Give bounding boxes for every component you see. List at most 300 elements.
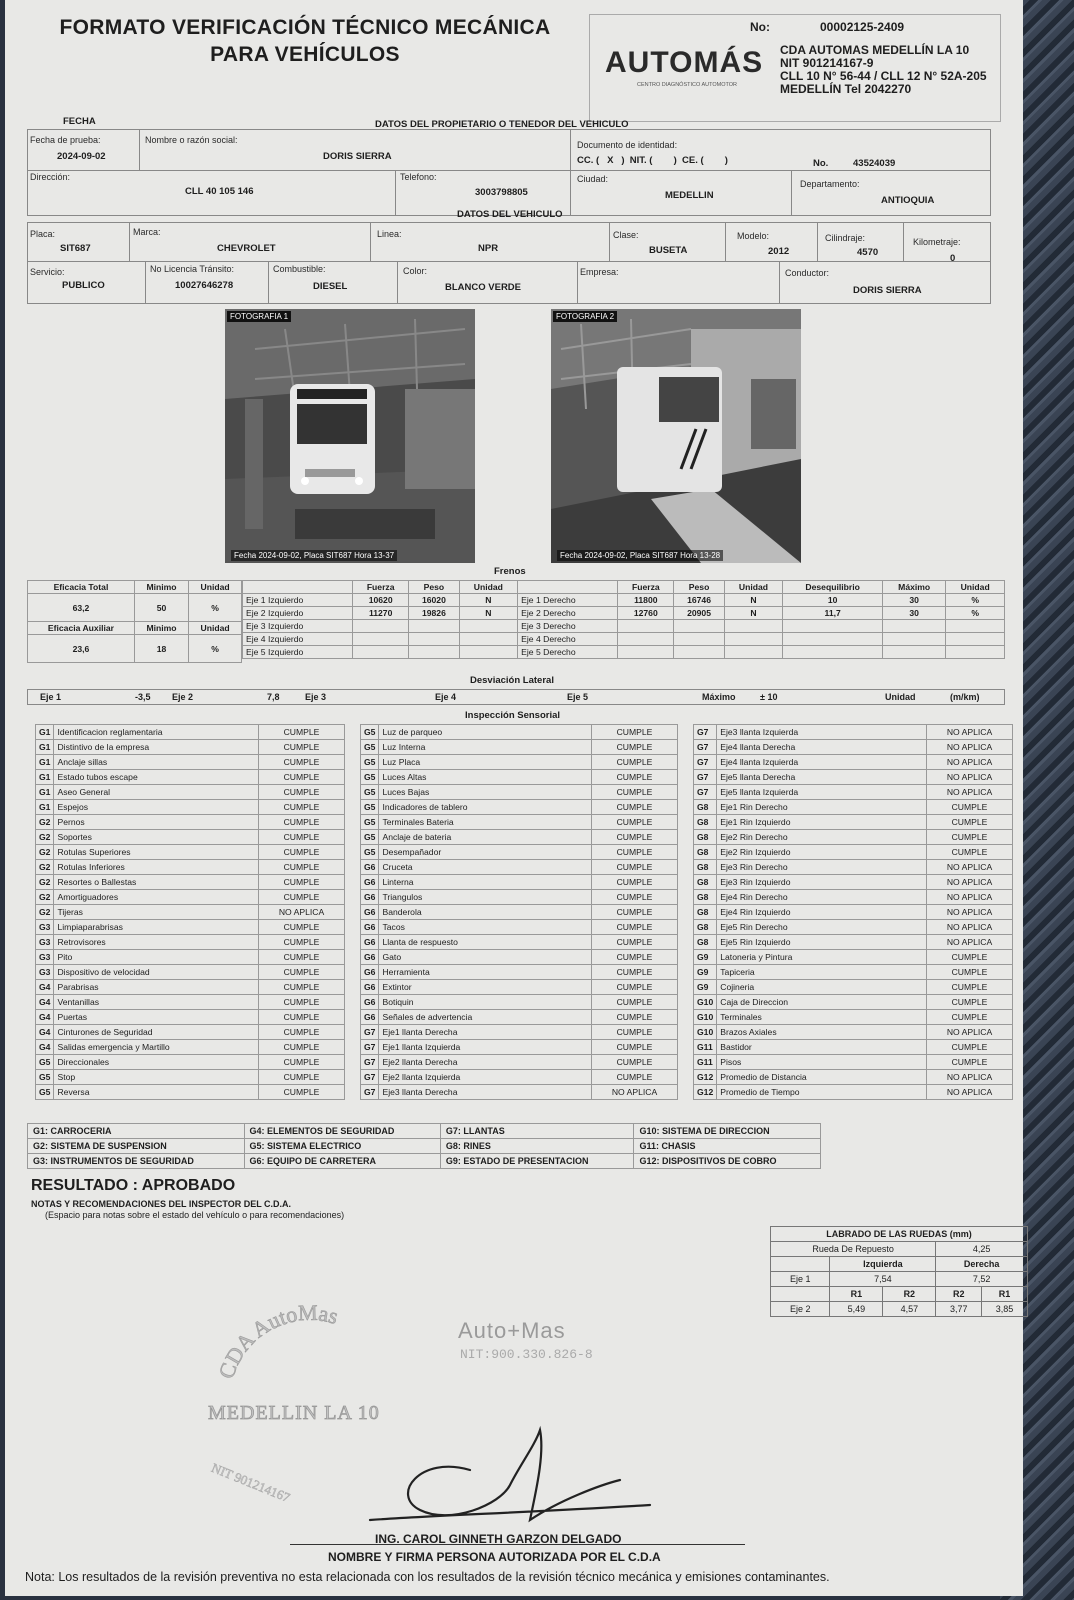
ciudad-value: MEDELLIN <box>665 190 714 201</box>
frenos-cell-izq: Eje 2 Izquierdo <box>243 607 353 620</box>
labrado-eje1-label: Eje 1 <box>771 1272 830 1287</box>
frenos-cell-pd: 16746 <box>674 594 724 607</box>
frenos-cell-u: % <box>946 594 1005 607</box>
vehicle-photo-front <box>225 309 475 563</box>
inspeccion-group: G7 <box>694 725 717 740</box>
frenos-cell-pi <box>409 633 459 646</box>
inspeccion-group: G2 <box>36 905 54 920</box>
inspeccion-label: Anclaje de bateria <box>379 830 592 845</box>
repuesto-label: Rueda De Repuesto <box>771 1242 936 1257</box>
conductor-label: Conductor: <box>785 268 830 278</box>
inspeccion-group: G8 <box>694 905 717 920</box>
inspeccion-result: NO APLICA <box>927 890 1013 905</box>
frenos-cell-fi: 11270 <box>353 607 409 620</box>
inspeccion-result: CUMPLE <box>927 845 1013 860</box>
inspeccion-result: CUMPLE <box>259 770 345 785</box>
inspeccion-item <box>694 905 1013 920</box>
inspeccion-result: CUMPLE <box>259 830 345 845</box>
inspeccion-result: CUMPLE <box>592 920 678 935</box>
peso-der-header: Peso <box>674 581 724 594</box>
ef-aux-min: 18 <box>134 635 188 663</box>
inspeccion-label: Direccionales <box>54 1055 259 1070</box>
round-stamp-text: CDA AutoMas <box>213 1300 341 1382</box>
inspeccion-col2 <box>360 724 678 1100</box>
frenos-cell-max: 30 <box>883 594 946 607</box>
servicio-label: Servicio: <box>30 267 65 277</box>
inspeccion-group: G9 <box>694 965 717 980</box>
inspeccion-result: CUMPLE <box>259 1010 345 1025</box>
desv-eje5-label: Eje 5 <box>567 692 589 702</box>
inspeccion-result: CUMPLE <box>259 950 345 965</box>
inspeccion-item <box>694 740 1013 755</box>
inspeccion-label: Reversa <box>54 1085 259 1100</box>
legend-item: G12: DISPOSITIVOS DE COBRO <box>634 1154 821 1169</box>
photo2-caption: Fecha 2024-09-02, Placa SIT687 Hora 13-28 <box>557 550 723 561</box>
frenos-cell-ui <box>459 633 518 646</box>
inspeccion-result: CUMPLE <box>927 965 1013 980</box>
inspeccion-result: NO APLICA <box>927 1025 1013 1040</box>
inspeccion-item <box>36 1070 345 1085</box>
notas-subtitle: (Espacio para notas sobre el estado del vehículo o para recomendaciones) <box>45 1210 345 1220</box>
inspeccion-group: G3 <box>36 965 54 980</box>
company-logo: AUTOMÁS <box>605 46 764 79</box>
inspeccion-group: G8 <box>694 920 717 935</box>
company-info <box>780 44 995 96</box>
inspeccion-title: Inspección Sensorial <box>465 710 561 721</box>
inspeccion-result: CUMPLE <box>259 860 345 875</box>
inspeccion-result: CUMPLE <box>592 935 678 950</box>
inspeccion-result: CUMPLE <box>927 815 1013 830</box>
inspeccion-group: G5 <box>361 815 379 830</box>
inspeccion-label: Pernos <box>54 815 259 830</box>
inspeccion-result: CUMPLE <box>592 995 678 1010</box>
inspeccion-group: G5 <box>36 1055 54 1070</box>
frenos-cell-pd: 20905 <box>674 607 724 620</box>
inspeccion-group: G10 <box>694 1010 717 1025</box>
inspeccion-group: G7 <box>361 1070 379 1085</box>
vehicle-photo-rear <box>551 309 801 563</box>
desv-eje4-label: Eje 4 <box>435 692 457 702</box>
inspeccion-result: NO APLICA <box>927 770 1013 785</box>
frenos-cell-max <box>883 646 946 659</box>
inspeccion-label: Eje4 llanta Derecha <box>717 740 927 755</box>
svg-text:CDA AutoMas <box>213 1300 341 1382</box>
frenos-cell-ud <box>724 646 783 659</box>
frenos-cell-pi <box>409 646 459 659</box>
inspeccion-result: CUMPLE <box>592 1055 678 1070</box>
inspeccion-result: CUMPLE <box>592 1025 678 1040</box>
inspeccion-result: NO APLICA <box>927 785 1013 800</box>
marca-value: CHEVROLET <box>217 243 276 254</box>
cilindraje-label: Cilindraje: <box>825 233 866 243</box>
inspeccion-label: Eje1 Rin Derecho <box>717 800 927 815</box>
inspeccion-label: Cojineria <box>717 980 927 995</box>
inspeccion-item <box>36 815 345 830</box>
derecha-header: Derecha <box>936 1257 1028 1272</box>
inspeccion-group: G6 <box>361 920 379 935</box>
inspeccion-result: NO APLICA <box>927 935 1013 950</box>
inspeccion-group: G7 <box>694 740 717 755</box>
legend-row <box>28 1154 821 1169</box>
inspeccion-label: Indicadores de tablero <box>379 800 592 815</box>
inspeccion-item <box>361 1055 678 1070</box>
inspeccion-group: G8 <box>694 890 717 905</box>
color-label: Color: <box>403 266 428 276</box>
eficacia-table <box>27 580 242 663</box>
inspeccion-col1 <box>35 724 345 1100</box>
inspeccion-item <box>694 995 1013 1010</box>
inspeccion-item <box>694 1055 1013 1070</box>
inspeccion-result: CUMPLE <box>259 785 345 800</box>
inspeccion-label: Eje3 llanta Izquierda <box>717 725 927 740</box>
inspeccion-result: CUMPLE <box>592 755 678 770</box>
inspeccion-item <box>361 740 678 755</box>
desv-maximo-value: ± 10 <box>760 692 778 702</box>
inspeccion-label: Eje1 llanta Derecha <box>379 1025 592 1040</box>
inspeccion-label: Soportes <box>54 830 259 845</box>
legend-item: G3: INSTRUMENTOS DE SEGURIDAD <box>28 1154 245 1169</box>
frenos-row <box>243 594 1005 607</box>
vehicle-section-title: DATOS DEL VEHICULO <box>457 209 563 220</box>
frenos-cell-u <box>946 620 1005 633</box>
inspeccion-group: G7 <box>361 1055 379 1070</box>
inspeccion-label: Identificacion reglamentaria <box>54 725 259 740</box>
labrado-eje2-v1: 5,49 <box>830 1302 883 1317</box>
inspeccion-label: Tijeras <box>54 905 259 920</box>
legend-item: G6: EQUIPO DE CARRETERA <box>244 1154 440 1169</box>
inspeccion-group: G1 <box>36 725 54 740</box>
frenos-cell-der: Eje 1 Derecho <box>518 594 618 607</box>
form-title-line2: PARA VEHÍCULOS <box>210 43 400 66</box>
inspeccion-group: G5 <box>361 845 379 860</box>
inspeccion-group: G5 <box>361 830 379 845</box>
frenos-cell-pd <box>674 633 724 646</box>
frenos-cell-u <box>946 646 1005 659</box>
inspeccion-item <box>361 950 678 965</box>
inspeccion-group: G5 <box>361 800 379 815</box>
inspeccion-item <box>361 1040 678 1055</box>
unidad-header: Unidad <box>946 581 1005 594</box>
owner-section-title: DATOS DEL PROPIETARIO O TENEDOR DEL VEHICULO <box>375 119 629 130</box>
inspeccion-group: G1 <box>36 785 54 800</box>
inspeccion-label: Eje5 Rin Derecho <box>717 920 927 935</box>
inspeccion-group: G7 <box>361 1040 379 1055</box>
kilometraje-label: Kilometraje: <box>913 237 961 247</box>
inspeccion-group: G4 <box>36 1040 54 1055</box>
licencia-value: 10027646278 <box>175 280 234 291</box>
inspeccion-label: Resortes o Ballestas <box>54 875 259 890</box>
inspeccion-group: G10 <box>694 1025 717 1040</box>
frenos-cell-ud: N <box>724 607 783 620</box>
modelo-label: Modelo: <box>737 231 770 241</box>
inspeccion-item <box>361 1025 678 1040</box>
inspeccion-item <box>36 1010 345 1025</box>
inspeccion-label: Eje4 llanta Izquierda <box>717 755 927 770</box>
servicio-value: PUBLICO <box>62 280 105 291</box>
inspeccion-item <box>694 1070 1013 1085</box>
frenos-row <box>243 646 1005 659</box>
desv-eje1-label: Eje 1 <box>40 692 62 702</box>
inspeccion-label: Dispositivo de velocidad <box>54 965 259 980</box>
inspeccion-item <box>694 920 1013 935</box>
inspeccion-result: CUMPLE <box>927 1040 1013 1055</box>
photo2-tag: FOTOGRAFIA 2 <box>553 311 617 322</box>
inspeccion-item <box>361 905 678 920</box>
clase-label: Clase: <box>613 230 639 240</box>
documento-no-label: No. <box>813 158 829 169</box>
inspeccion-result: CUMPLE <box>259 1085 345 1100</box>
inspeccion-group: G6 <box>361 890 379 905</box>
inspeccion-result: CUMPLE <box>592 1040 678 1055</box>
legend-item: G1: CARROCERIA <box>28 1124 245 1139</box>
labrado-eje1-izq: 7,54 <box>830 1272 936 1287</box>
form-number: 00002125-2409 <box>820 20 905 34</box>
ef-total-min-label: Minimo <box>134 581 188 594</box>
inspeccion-item <box>361 935 678 950</box>
inspeccion-group: G6 <box>361 980 379 995</box>
inspeccion-group: G6 <box>361 1010 379 1025</box>
resultado-text: RESULTADO : APROBADO <box>31 1177 236 1194</box>
inspeccion-result: CUMPLE <box>592 830 678 845</box>
inspeccion-item <box>36 1025 345 1040</box>
legend-item: G7: LLANTAS <box>440 1124 634 1139</box>
inspeccion-item <box>36 725 345 740</box>
inspeccion-group: G5 <box>361 770 379 785</box>
inspeccion-label: Eje5 llanta Izquierda <box>717 785 927 800</box>
company-nit: NIT 901214167-9 <box>780 56 874 70</box>
inspeccion-group: G7 <box>694 785 717 800</box>
desv-eje3-label: Eje 3 <box>305 692 327 702</box>
frenos-cell-des: 11,7 <box>783 607 883 620</box>
legend-item: G11: CHASIS <box>634 1139 821 1154</box>
inspeccion-result: CUMPLE <box>927 830 1013 845</box>
inspeccion-result: CUMPLE <box>592 845 678 860</box>
placa-value: SIT687 <box>60 243 91 254</box>
inspeccion-label: Pito <box>54 950 259 965</box>
inspeccion-label: Limpiaparabrisas <box>54 920 259 935</box>
legend-row <box>28 1139 821 1154</box>
inspeccion-label: Tacos <box>379 920 592 935</box>
inspeccion-group: G8 <box>694 860 717 875</box>
inspeccion-item <box>694 1025 1013 1040</box>
inspeccion-label: Luz Placa <box>379 755 592 770</box>
inspeccion-result: CUMPLE <box>927 950 1013 965</box>
company-address: CLL 10 N° 56-44 / CLL 12 N° 52A-205 MEDELLÍN Tel 2042270 <box>780 69 987 96</box>
ef-total-value: 63,2 <box>28 594 135 622</box>
inspeccion-label: Banderola <box>379 905 592 920</box>
r2-der-header: R2 <box>936 1287 982 1302</box>
inspeccion-result: CUMPLE <box>592 785 678 800</box>
frenos-cell-pi: 16020 <box>409 594 459 607</box>
frenos-row <box>243 620 1005 633</box>
ef-aux-min-label: Minimo <box>134 622 188 635</box>
placa-label: Placa: <box>30 229 56 239</box>
inspeccion-result: CUMPLE <box>259 1040 345 1055</box>
telefono-label: Telefono: <box>400 172 437 182</box>
inspeccion-group: G7 <box>361 1085 379 1100</box>
inspeccion-group: G6 <box>361 875 379 890</box>
frenos-cell-fd: 12760 <box>618 607 674 620</box>
inspeccion-label: Estado tubos escape <box>54 770 259 785</box>
inspeccion-item <box>361 815 678 830</box>
inspeccion-result: CUMPLE <box>927 980 1013 995</box>
frenos-cell-fd <box>618 620 674 633</box>
inspeccion-group: G6 <box>361 965 379 980</box>
inspeccion-label: Terminales Bateria <box>379 815 592 830</box>
inspeccion-label: Cinturones de Seguridad <box>54 1025 259 1040</box>
licencia-label: No Licencia Tránsito: <box>150 264 235 274</box>
inspeccion-group: G4 <box>36 995 54 1010</box>
inspeccion-label: Rotulas Superiores <box>54 845 259 860</box>
inspeccion-group: G5 <box>361 740 379 755</box>
desv-eje2-label: Eje 2 <box>172 692 194 702</box>
frenos-cell-des <box>783 620 883 633</box>
round-stamp-nit: NIT 901214167 <box>209 1460 293 1506</box>
inspeccion-group: G6 <box>361 905 379 920</box>
frenos-cell-izq: Eje 5 Izquierdo <box>243 646 353 659</box>
inspeccion-group: G2 <box>36 860 54 875</box>
frenos-cell-max <box>883 620 946 633</box>
inspeccion-col3 <box>693 724 1013 1100</box>
inspeccion-item <box>361 875 678 890</box>
inspeccion-item <box>694 875 1013 890</box>
inspeccion-label: Llanta de respuesto <box>379 935 592 950</box>
peso-izq-header: Peso <box>409 581 459 594</box>
inspeccion-result: CUMPLE <box>259 995 345 1010</box>
inspeccion-label: Luz de parqueo <box>379 725 592 740</box>
clase-value: BUSETA <box>649 245 688 256</box>
automas-stamp-nit: NIT:900.330.826-8 <box>460 1347 593 1362</box>
inspeccion-item <box>36 1055 345 1070</box>
inspeccion-label: Promedio de Tiempo <box>717 1085 927 1100</box>
inspeccion-result: CUMPLE <box>592 800 678 815</box>
documento-no-value: 43524039 <box>853 158 896 169</box>
frenos-cell-max: 30 <box>883 607 946 620</box>
maximo-header: Máximo <box>883 581 946 594</box>
photo-garage-rear <box>551 309 801 563</box>
inspeccion-item <box>694 1010 1013 1025</box>
inspeccion-item <box>694 770 1013 785</box>
inspeccion-label: Extintor <box>379 980 592 995</box>
inspeccion-item <box>694 800 1013 815</box>
inspeccion-item <box>694 950 1013 965</box>
inspeccion-item <box>36 1040 345 1055</box>
inspeccion-label: Eje5 Rin Izquierdo <box>717 935 927 950</box>
inspeccion-label: Terminales <box>717 1010 927 1025</box>
frenos-cell-u <box>946 633 1005 646</box>
frenos-cell-u: % <box>946 607 1005 620</box>
direccion-value: CLL 40 105 146 <box>185 186 254 197</box>
inspeccion-group: G9 <box>694 980 717 995</box>
labrado-eje2-v3: 3,77 <box>936 1302 982 1317</box>
frenos-cell-izq: Eje 1 Izquierdo <box>243 594 353 607</box>
inspeccion-result: CUMPLE <box>259 1070 345 1085</box>
automas-stamp: Auto+Mas <box>458 1318 566 1343</box>
frenos-cell-ui <box>459 646 518 659</box>
r1-izq-header: R1 <box>830 1287 883 1302</box>
grupos-legend <box>27 1123 821 1169</box>
labrado-title: LABRADO DE LAS RUEDAS (mm) <box>771 1227 1028 1242</box>
inspeccion-result: NO APLICA <box>927 920 1013 935</box>
fecha-section-label: FECHA <box>63 116 96 127</box>
inspeccion-item <box>694 755 1013 770</box>
frenos-cell-ud: N <box>724 594 783 607</box>
inspeccion-result: CUMPLE <box>592 725 678 740</box>
desv-unidad-value: (m/km) <box>950 692 980 702</box>
inspeccion-label: Herramienta <box>379 965 592 980</box>
inspeccion-label: Pisos <box>717 1055 927 1070</box>
inspeccion-result: CUMPLE <box>592 1070 678 1085</box>
inspeccion-item <box>694 785 1013 800</box>
inspeccion-group: G1 <box>36 740 54 755</box>
inspeccion-result: CUMPLE <box>592 770 678 785</box>
inspeccion-item <box>361 770 678 785</box>
ef-aux-label: Eficacia Auxiliar <box>28 622 135 635</box>
frenos-row <box>243 633 1005 646</box>
inspeccion-label: Rotulas Inferiores <box>54 860 259 875</box>
inspeccion-group: G1 <box>36 755 54 770</box>
inspeccion-label: Eje2 Rin Izquierdo <box>717 845 927 860</box>
inspeccion-result: NO APLICA <box>927 1070 1013 1085</box>
r1-der-header: R1 <box>982 1287 1028 1302</box>
inspeccion-item <box>36 740 345 755</box>
inspeccion-result: NO APLICA <box>927 740 1013 755</box>
inspeccion-result: CUMPLE <box>592 860 678 875</box>
inspeccion-group: G3 <box>36 920 54 935</box>
frenos-cell-ui <box>459 620 518 633</box>
ef-total-unit: % <box>189 594 242 622</box>
inspeccion-item <box>36 920 345 935</box>
inspeccion-group: G12 <box>694 1070 717 1085</box>
inspeccion-item <box>694 1085 1013 1100</box>
frenos-cell-ud <box>724 633 783 646</box>
frenos-cell-des: 10 <box>783 594 883 607</box>
handwritten-signature <box>360 1425 660 1535</box>
inspeccion-group: G8 <box>694 830 717 845</box>
conductor-value: DORIS SIERRA <box>853 285 922 296</box>
inspeccion-item <box>361 980 678 995</box>
inspeccion-result: NO APLICA <box>592 1085 678 1100</box>
inspeccion-result: CUMPLE <box>927 1055 1013 1070</box>
inspeccion-label: Distintivo de la empresa <box>54 740 259 755</box>
inspeccion-label: Cruceta <box>379 860 592 875</box>
frenos-cell-izq: Eje 3 Izquierdo <box>243 620 353 633</box>
inspeccion-result: CUMPLE <box>259 815 345 830</box>
nombre-label: Nombre o razón social: <box>145 135 238 145</box>
inspeccion-label: Eje4 Rin Derecho <box>717 890 927 905</box>
repuesto-value: 4,25 <box>936 1242 1028 1257</box>
inspeccion-result: CUMPLE <box>259 890 345 905</box>
inspeccion-result: CUMPLE <box>927 800 1013 815</box>
inspeccion-result: CUMPLE <box>592 815 678 830</box>
inspeccion-item <box>361 725 678 740</box>
combustible-label: Combustible: <box>273 264 326 274</box>
inspeccion-label: Luz Interna <box>379 740 592 755</box>
notas-title: NOTAS Y RECOMENDACIONES DEL INSPECTOR DEL C.D.A. <box>31 1199 292 1209</box>
inspeccion-label: Eje2 Rin Derecho <box>717 830 927 845</box>
inspeccion-group: G6 <box>361 935 379 950</box>
inspeccion-label: Caja de Direccion <box>717 995 927 1010</box>
documento-label: Documento de identidad: <box>577 140 678 150</box>
inspeccion-item <box>36 905 345 920</box>
inspeccion-item <box>361 755 678 770</box>
inspeccion-item <box>361 860 678 875</box>
inspeccion-item <box>694 980 1013 995</box>
inspeccion-result: NO APLICA <box>927 755 1013 770</box>
inspeccion-group: G5 <box>361 755 379 770</box>
inspeccion-label: Eje1 Rin Izquierdo <box>717 815 927 830</box>
frenos-cell-pd <box>674 620 724 633</box>
